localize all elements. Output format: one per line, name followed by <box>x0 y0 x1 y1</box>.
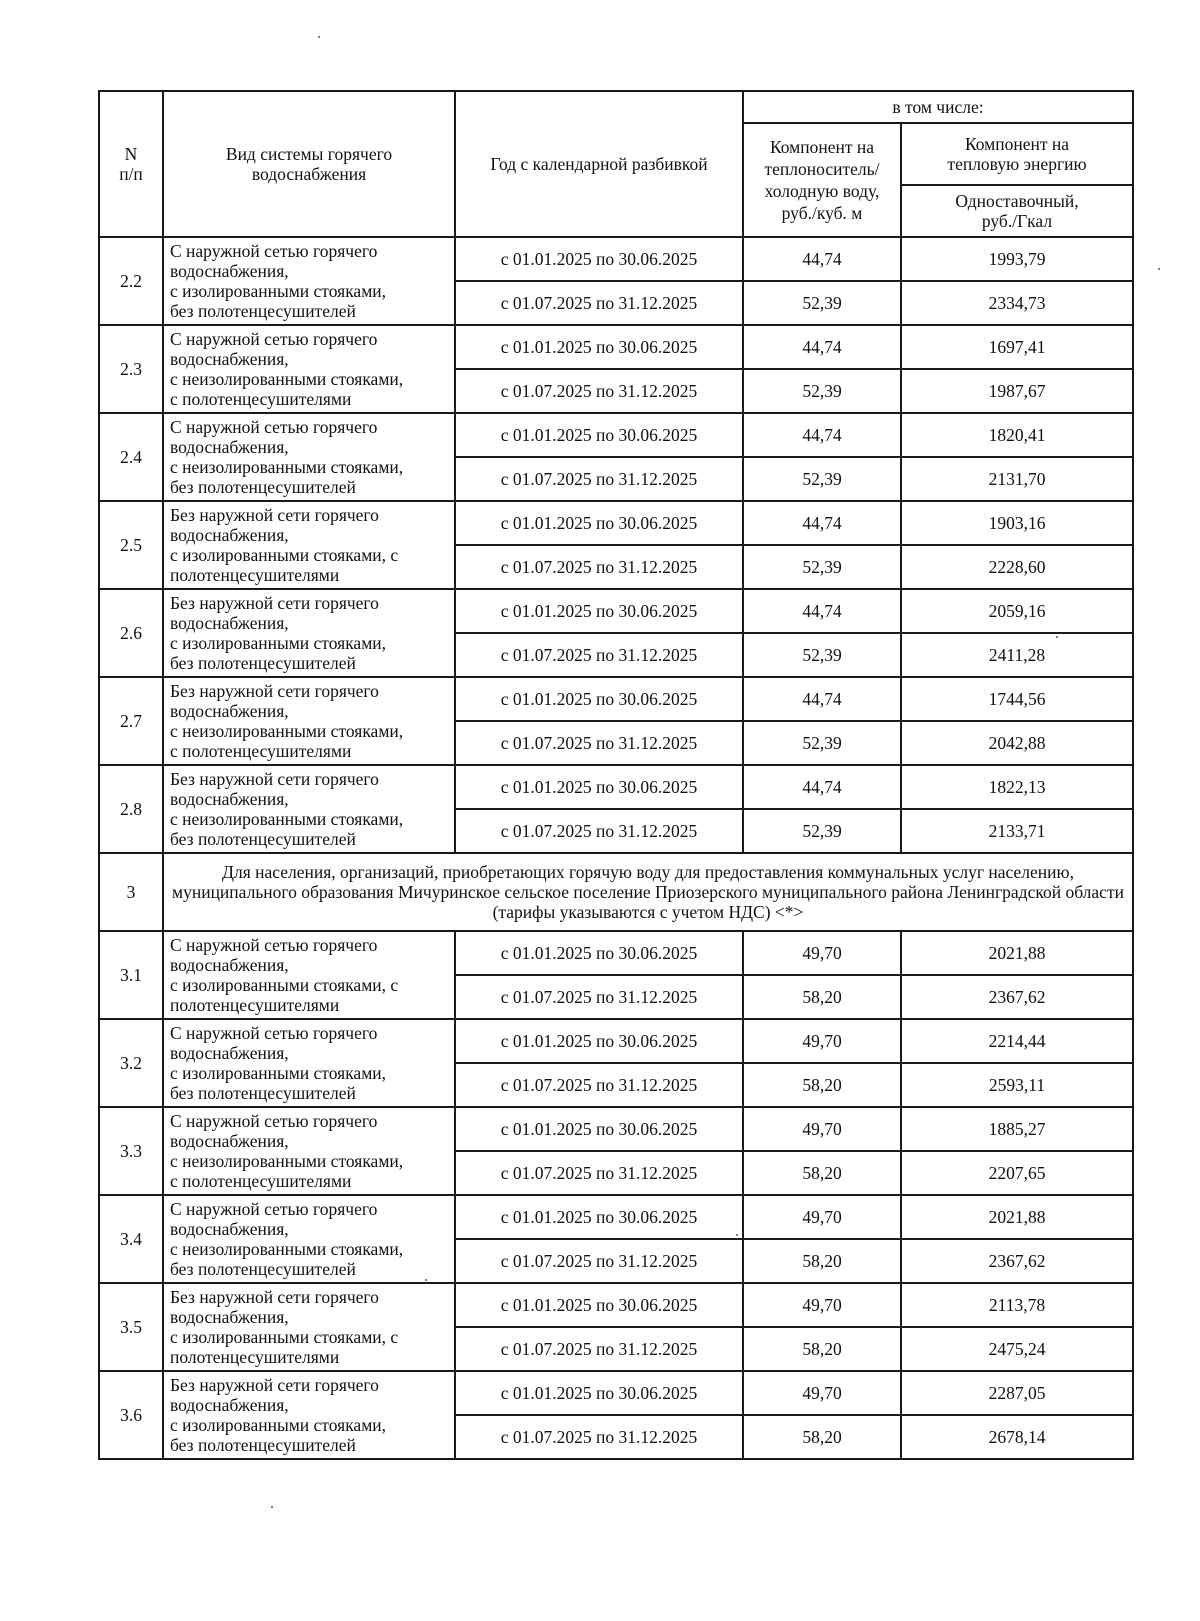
system-type-line: водоснабжения, <box>170 701 289 721</box>
scan-speck <box>1056 636 1058 638</box>
table-row <box>99 1019 1133 1063</box>
header-single-rate: Одноставочный, руб./Гкал <box>901 185 1133 237</box>
water-component-value: 44,74 <box>743 765 901 809</box>
system-type-line: без полотенцесушителей <box>170 1435 356 1455</box>
row-system-type <box>163 1019 455 1107</box>
period-cell: с 01.01.2025 по 30.06.2025 <box>455 1283 743 1327</box>
heat-component-value: 2113,78 <box>901 1283 1133 1327</box>
row-system-type <box>163 1107 455 1195</box>
period-cell: с 01.01.2025 по 30.06.2025 <box>455 589 743 633</box>
water-component-value: 52,39 <box>743 369 901 413</box>
row-number: 3.1 <box>99 931 163 1019</box>
row-number: 3.3 <box>99 1107 163 1195</box>
period-cell: с 01.01.2025 по 30.06.2025 <box>455 931 743 975</box>
period-cell: с 01.01.2025 по 30.06.2025 <box>455 501 743 545</box>
water-component-value: 49,70 <box>743 1019 901 1063</box>
period-cell: с 01.07.2025 по 31.12.2025 <box>455 281 743 325</box>
system-type-line: с полотенцесушителями <box>170 1171 352 1191</box>
heat-component-value: 2334,73 <box>901 281 1133 325</box>
water-component-value: 58,20 <box>743 1151 901 1195</box>
heat-component-value: 2411,28 <box>901 633 1133 677</box>
row-system-type <box>163 1283 455 1371</box>
system-type-line: С наружной сетью горячего <box>170 417 378 437</box>
system-type-line: водоснабжения, <box>170 1131 289 1151</box>
system-type-line: водоснабжения, <box>170 349 289 369</box>
water-component-value: 52,39 <box>743 809 901 853</box>
table-row <box>99 765 1133 809</box>
water-component-value: 44,74 <box>743 589 901 633</box>
water-component-value: 49,70 <box>743 1371 901 1415</box>
system-type-line: С наружной сетью горячего <box>170 1199 378 1219</box>
row-number: 3.2 <box>99 1019 163 1107</box>
system-type-line: Без наружной сети горячего <box>170 681 379 701</box>
system-type-line: водоснабжения, <box>170 955 289 975</box>
heat-component-value: 1820,41 <box>901 413 1133 457</box>
row-number: 2.2 <box>99 237 163 325</box>
water-component-value: 58,20 <box>743 1239 901 1283</box>
tariff-table <box>98 90 1134 1460</box>
heat-component-value: 1993,79 <box>901 237 1133 281</box>
system-type-line: с изолированными стояками, с <box>170 1327 399 1347</box>
heat-component-value: 2059,16 <box>901 589 1133 633</box>
system-type-line: С наружной сетью горячего <box>170 1111 378 1131</box>
system-type-line: без полотенцесушителей <box>170 1083 356 1103</box>
row-number: 3.5 <box>99 1283 163 1371</box>
header-num-text: N п/п <box>119 144 143 184</box>
section-number: 3 <box>99 853 163 931</box>
scan-speck <box>318 36 320 38</box>
section-description: Для населения, организаций, приобретающих горячую воду для предоставления коммунальных услуг населению, муниципального образования Мичуринское сельское поселение Приозерского муниципального района Ленинградской области (тарифы указываются с учетом НДС) <*> <box>163 853 1133 931</box>
system-type-line: без полотенцесушителей <box>170 829 356 849</box>
heat-component-value: 2367,62 <box>901 1239 1133 1283</box>
header-num <box>99 91 163 237</box>
system-type-line: с изолированными стояками, <box>170 281 387 301</box>
header-system-type: Вид системы горячего водоснабжения <box>163 91 455 237</box>
period-cell: с 01.07.2025 по 31.12.2025 <box>455 809 743 853</box>
period-cell: с 01.07.2025 по 31.12.2025 <box>455 545 743 589</box>
heat-component-value: 2207,65 <box>901 1151 1133 1195</box>
system-type-line: водоснабжения, <box>170 1219 289 1239</box>
system-type-line: водоснабжения, <box>170 789 289 809</box>
water-component-value: 49,70 <box>743 1283 901 1327</box>
row-number: 2.7 <box>99 677 163 765</box>
period-cell: с 01.07.2025 по 31.12.2025 <box>455 1151 743 1195</box>
water-component-value: 58,20 <box>743 1327 901 1371</box>
water-component-value: 49,70 <box>743 931 901 975</box>
system-type-line: Без наружной сети горячего <box>170 505 379 525</box>
scan-speck <box>425 1279 427 1281</box>
table-row <box>99 237 1133 281</box>
row-system-type <box>163 501 455 589</box>
period-cell: с 01.01.2025 по 30.06.2025 <box>455 413 743 457</box>
table-row <box>99 1283 1133 1327</box>
table-row <box>99 1371 1133 1415</box>
header-including: в том числе: <box>743 91 1133 123</box>
row-number: 2.4 <box>99 413 163 501</box>
system-type-line: водоснабжения, <box>170 437 289 457</box>
system-type-line: полотенцесушителями <box>170 995 340 1015</box>
row-number: 3.6 <box>99 1371 163 1459</box>
water-component-value: 44,74 <box>743 325 901 369</box>
heat-component-value: 2133,71 <box>901 809 1133 853</box>
water-component-value: 52,39 <box>743 281 901 325</box>
system-type-line: С наружной сетью горячего <box>170 1023 378 1043</box>
system-type-line: С наружной сетью горячего <box>170 329 378 349</box>
heat-component-value: 2678,14 <box>901 1415 1133 1459</box>
heat-component-value: 2214,44 <box>901 1019 1133 1063</box>
water-component-value: 58,20 <box>743 1415 901 1459</box>
table-row <box>99 501 1133 545</box>
table-body <box>99 237 1133 1459</box>
row-system-type <box>163 1371 455 1459</box>
system-type-line: без полотенцесушителей <box>170 477 356 497</box>
system-type-line: с неизолированными стояками, <box>170 721 404 741</box>
header-comp-water: Компонент на теплоноситель/ холодную воду, руб./куб. м <box>743 123 901 237</box>
heat-component-value: 2228,60 <box>901 545 1133 589</box>
period-cell: с 01.07.2025 по 31.12.2025 <box>455 975 743 1019</box>
water-component-value: 52,39 <box>743 721 901 765</box>
row-number: 2.3 <box>99 325 163 413</box>
heat-component-value: 2021,88 <box>901 1195 1133 1239</box>
system-type-line: водоснабжения, <box>170 1395 289 1415</box>
heat-component-value: 2287,05 <box>901 1371 1133 1415</box>
scan-speck <box>736 1234 738 1236</box>
water-component-value: 44,74 <box>743 677 901 721</box>
water-component-value: 44,74 <box>743 413 901 457</box>
period-cell: с 01.07.2025 по 31.12.2025 <box>455 721 743 765</box>
system-type-line: с изолированными стояками, <box>170 1063 387 1083</box>
system-type-line: полотенцесушителями <box>170 1347 340 1367</box>
heat-component-value: 2131,70 <box>901 457 1133 501</box>
period-cell: с 01.07.2025 по 31.12.2025 <box>455 369 743 413</box>
period-cell: с 01.07.2025 по 31.12.2025 <box>455 1239 743 1283</box>
water-component-value: 52,39 <box>743 545 901 589</box>
period-cell: с 01.01.2025 по 30.06.2025 <box>455 237 743 281</box>
period-cell: с 01.07.2025 по 31.12.2025 <box>455 457 743 501</box>
period-cell: с 01.01.2025 по 30.06.2025 <box>455 325 743 369</box>
period-cell: с 01.07.2025 по 31.12.2025 <box>455 1063 743 1107</box>
system-type-line: Без наружной сети горячего <box>170 593 379 613</box>
heat-component-value: 1885,27 <box>901 1107 1133 1151</box>
heat-component-value: 1987,67 <box>901 369 1133 413</box>
row-system-type <box>163 413 455 501</box>
heat-component-value: 2042,88 <box>901 721 1133 765</box>
row-system-type <box>163 589 455 677</box>
system-type-line: с изолированными стояками, с <box>170 545 399 565</box>
system-type-line: с неизолированными стояками, <box>170 1239 404 1259</box>
row-number: 3.4 <box>99 1195 163 1283</box>
period-cell: с 01.07.2025 по 31.12.2025 <box>455 633 743 677</box>
row-system-type <box>163 931 455 1019</box>
system-type-line: Без наружной сети горячего <box>170 1375 379 1395</box>
system-type-line: водоснабжения, <box>170 1043 289 1063</box>
water-component-value: 44,74 <box>743 501 901 545</box>
table-header <box>99 91 1133 237</box>
period-cell: с 01.01.2025 по 30.06.2025 <box>455 1019 743 1063</box>
period-cell: с 01.01.2025 по 30.06.2025 <box>455 765 743 809</box>
system-type-line: с полотенцесушителями <box>170 741 352 761</box>
row-number: 2.8 <box>99 765 163 853</box>
system-type-line: без полотенцесушителей <box>170 301 356 321</box>
table-row <box>99 931 1133 975</box>
heat-component-value: 2367,62 <box>901 975 1133 1019</box>
system-type-line: водоснабжения, <box>170 613 289 633</box>
period-cell: с 01.07.2025 по 31.12.2025 <box>455 1415 743 1459</box>
system-type-line: С наружной сетью горячего <box>170 241 378 261</box>
period-cell: с 01.01.2025 по 30.06.2025 <box>455 1107 743 1151</box>
water-component-value: 49,70 <box>743 1195 901 1239</box>
table-row <box>99 325 1133 369</box>
water-component-value: 49,70 <box>743 1107 901 1151</box>
water-component-value: 52,39 <box>743 457 901 501</box>
table-row <box>99 677 1133 721</box>
table-row <box>99 413 1133 457</box>
system-type-line: с неизолированными стояками, <box>170 369 404 389</box>
water-component-value: 52,39 <box>743 633 901 677</box>
system-type-line: водоснабжения, <box>170 1307 289 1327</box>
system-type-line: С наружной сетью горячего <box>170 935 378 955</box>
heat-component-value: 1697,41 <box>901 325 1133 369</box>
table-row <box>99 1107 1133 1151</box>
system-type-line: без полотенцесушителей <box>170 1259 356 1279</box>
row-system-type <box>163 237 455 325</box>
system-type-line: водоснабжения, <box>170 525 289 545</box>
row-system-type <box>163 325 455 413</box>
heat-component-value: 2475,24 <box>901 1327 1133 1371</box>
system-type-line: полотенцесушителями <box>170 565 340 585</box>
system-type-line: с полотенцесушителями <box>170 389 352 409</box>
row-system-type <box>163 677 455 765</box>
system-type-line: с изолированными стояками, <box>170 1415 387 1435</box>
section-row <box>99 853 1133 931</box>
system-type-line: без полотенцесушителей <box>170 653 356 673</box>
header-period: Год с календарной разбивкой <box>455 91 743 237</box>
system-type-line: водоснабжения, <box>170 261 289 281</box>
heat-component-value: 1822,13 <box>901 765 1133 809</box>
header-comp-heat: Компонент на тепловую энергию <box>901 123 1133 185</box>
period-cell: с 01.01.2025 по 30.06.2025 <box>455 1371 743 1415</box>
row-number: 2.5 <box>99 501 163 589</box>
scan-speck <box>1158 268 1160 270</box>
system-type-line: с изолированными стояками, <box>170 633 387 653</box>
heat-component-value: 2021,88 <box>901 931 1133 975</box>
system-type-line: Без наружной сети горячего <box>170 769 379 789</box>
heat-component-value: 2593,11 <box>901 1063 1133 1107</box>
row-system-type <box>163 1195 455 1283</box>
water-component-value: 58,20 <box>743 1063 901 1107</box>
water-component-value: 44,74 <box>743 237 901 281</box>
system-type-line: с изолированными стояками, с <box>170 975 399 995</box>
row-system-type <box>163 765 455 853</box>
heat-component-value: 1744,56 <box>901 677 1133 721</box>
period-cell: с 01.07.2025 по 31.12.2025 <box>455 1327 743 1371</box>
system-type-line: с неизолированными стояками, <box>170 1151 404 1171</box>
scan-speck <box>271 1506 273 1508</box>
period-cell: с 01.01.2025 по 30.06.2025 <box>455 1195 743 1239</box>
system-type-line: Без наружной сети горячего <box>170 1287 379 1307</box>
table-row <box>99 1195 1133 1239</box>
period-cell: с 01.01.2025 по 30.06.2025 <box>455 677 743 721</box>
system-type-line: с неизолированными стояками, <box>170 457 404 477</box>
heat-component-value: 1903,16 <box>901 501 1133 545</box>
water-component-value: 58,20 <box>743 975 901 1019</box>
system-type-line: с неизолированными стояками, <box>170 809 404 829</box>
row-number: 2.6 <box>99 589 163 677</box>
table-row <box>99 589 1133 633</box>
